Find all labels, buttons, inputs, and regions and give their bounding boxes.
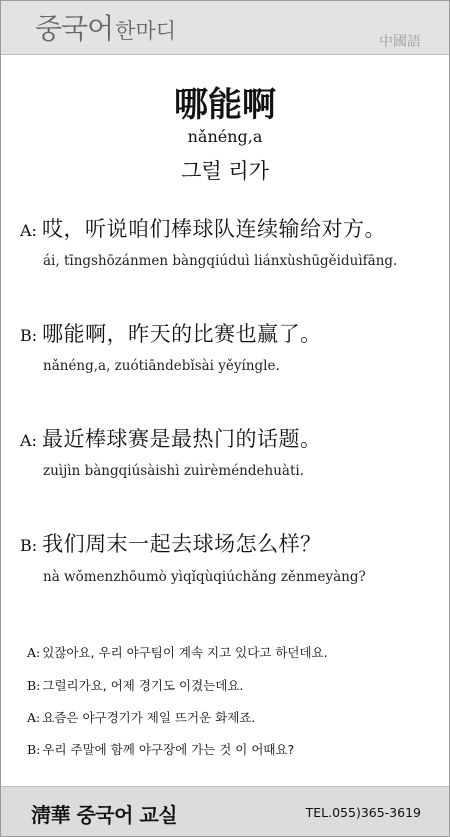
- dialogue-hanzi: 最近棒球赛是最热门的话题。: [41, 427, 322, 451]
- lesson-title: 哪能啊: [174, 85, 276, 125]
- speaker-label: A:: [27, 710, 41, 725]
- translation-text: 요즘은 야구경기가 제일 뜨거운 화제죠.: [42, 710, 256, 725]
- telephone-number: TEL.055)365-3619: [305, 805, 421, 820]
- translation-line: [27, 740, 294, 758]
- brand-sub-text: 한마디: [115, 19, 177, 43]
- dialogue-line: [20, 213, 386, 243]
- speaker-label: B:: [27, 742, 41, 757]
- dialogue-hanzi: 我们周末一起去球场怎么样？: [42, 532, 322, 556]
- speaker-label: B:: [20, 536, 38, 555]
- dialogue-pinyin: ái, tīngshōzánmen bàngqiúduì liánxùshūgěiduìfāng.: [43, 253, 398, 269]
- brand-logo: [35, 7, 176, 47]
- header-banner: [1, 1, 449, 55]
- translation-line: [27, 676, 243, 694]
- dialogue-hanzi: 哎，听说咱们棒球队连续输给对方。: [41, 217, 386, 241]
- dialogue-pinyin: nǎnéng,a, zuótiāndebǐsài yěyíngle.: [43, 358, 280, 374]
- speaker-label: A:: [27, 645, 41, 660]
- lesson-title-korean: 그럴 리가: [181, 159, 269, 183]
- speaker-label: B:: [20, 326, 38, 345]
- translation-text: 있잖아요, 우리 야구팀이 계속 지고 있다고 하던데요.: [42, 645, 328, 660]
- speaker-label: B:: [27, 678, 41, 693]
- translation-line: [27, 643, 328, 661]
- translation-line: [27, 708, 255, 726]
- translation-text: 그럴리가요, 어제 경기도 이겼는데요.: [42, 678, 244, 693]
- dialogue-pinyin: zuìjìn bàngqiúsàishì zuìrèméndehuàti.: [43, 463, 304, 479]
- footer-banner: [1, 786, 449, 836]
- language-tag: 中國語: [379, 34, 421, 50]
- lesson-title-pinyin: nǎnéng,a: [187, 127, 263, 146]
- dialogue-line: [20, 318, 322, 348]
- speaker-label: A:: [20, 221, 37, 240]
- speaker-label: A:: [20, 431, 37, 450]
- dialogue-line: [20, 423, 321, 453]
- dialogue-pinyin: nà wǒmenzhōumò yìqǐqùqiúchǎng zěnmeyàng?: [43, 569, 366, 585]
- school-name: 淸華 중국어 교실: [31, 803, 178, 827]
- dialogue-hanzi: 哪能啊，昨天的比赛也赢了。: [42, 322, 322, 346]
- translation-text: 우리 주말에 함께 야구장에 가는 것 이 어때요?: [42, 742, 295, 757]
- brand-main-text: 중국어: [35, 12, 114, 45]
- dialogue-line: [20, 528, 322, 558]
